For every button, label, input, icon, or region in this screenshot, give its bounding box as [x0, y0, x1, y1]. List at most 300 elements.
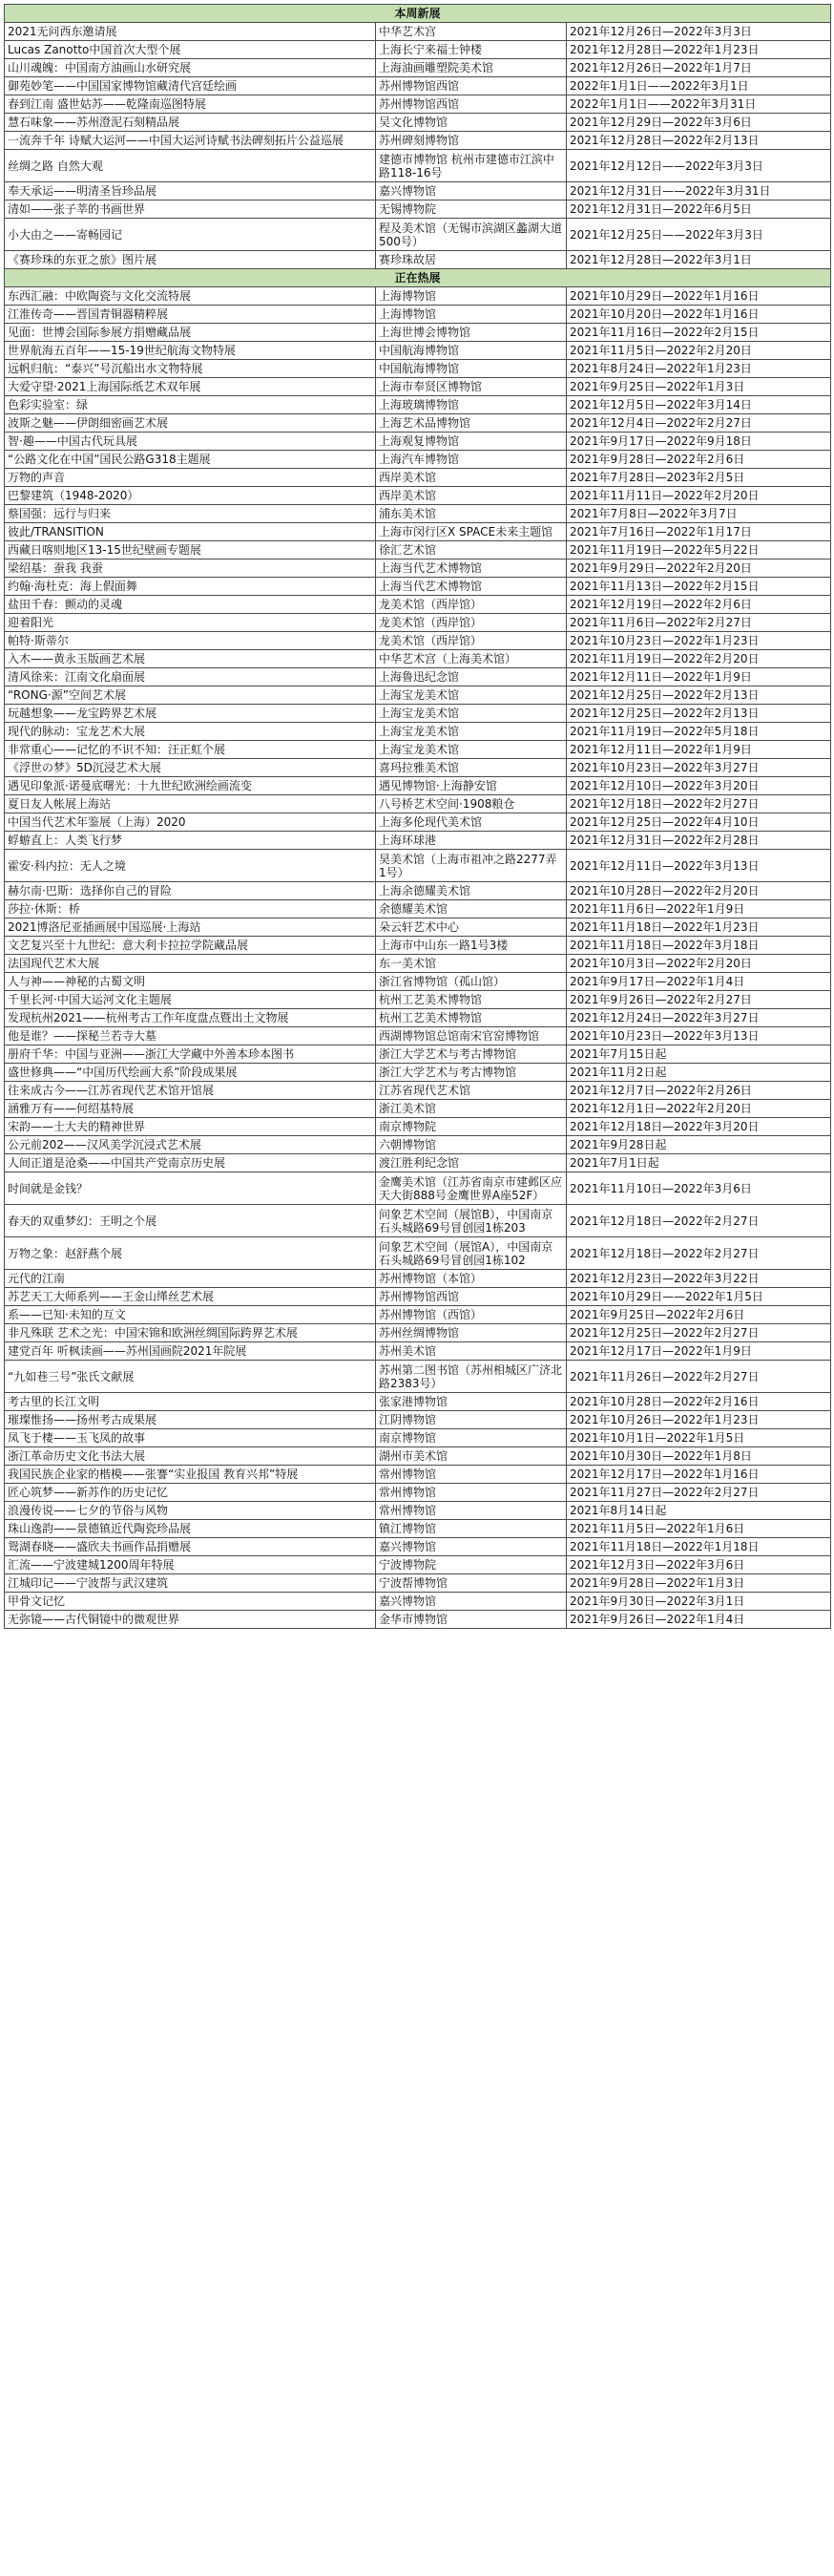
- table-row: [5, 614, 831, 632]
- date-range-cell: 2021年11月5日—2022年2月20日: [567, 342, 831, 360]
- table-row: [5, 150, 831, 182]
- exhibition-name-cell: 浙江革命历史文化书法大展: [5, 1447, 376, 1466]
- table-row: [5, 632, 831, 650]
- table-row: [5, 813, 831, 832]
- table-row: [5, 342, 831, 360]
- exhibition-name-cell: 清风徐来：江南文化扇面展: [5, 668, 376, 686]
- venue-cell: 浦东美术馆: [376, 505, 567, 523]
- exhibition-name-cell: 春到江南 盛世姑苏——乾隆南巡图特展: [5, 95, 376, 114]
- table-row: [5, 95, 831, 114]
- venue-cell: 上海当代艺术博物馆: [376, 560, 567, 578]
- exhibition-name-cell: 万物之象：赵舒燕个展: [5, 1237, 376, 1270]
- exhibition-name-cell: 人与神——神秘的古蜀文明: [5, 973, 376, 991]
- table-row: [5, 1237, 831, 1270]
- venue-cell: 龙美术馆（西岸馆）: [376, 596, 567, 614]
- date-range-cell: 2021年9月17日—2022年9月18日: [567, 433, 831, 451]
- table-row: [5, 201, 831, 219]
- exhibition-name-cell: 霍安·科内拉：无人之境: [5, 850, 376, 882]
- table-row: [5, 1520, 831, 1538]
- date-range-cell: 2021年11月5日—2022年1月6日: [567, 1520, 831, 1538]
- table-row: [5, 1288, 831, 1306]
- venue-cell: 浙江美术馆: [376, 1100, 567, 1118]
- table-row: [5, 287, 831, 306]
- table-row: [5, 650, 831, 668]
- table-row: [5, 132, 831, 150]
- exhibition-name-cell: 册府千华：中国与亚洲——浙江大学藏中外善本珍本图书: [5, 1045, 376, 1064]
- date-range-cell: 2021年12月5日—2022年3月14日: [567, 396, 831, 414]
- exhibition-name-cell: 璀璨惟扬——扬州考古成果展: [5, 1411, 376, 1429]
- date-range-cell: 2021年7月1日起: [567, 1154, 831, 1172]
- exhibition-name-cell: 法国现代艺术大展: [5, 955, 376, 973]
- table-row: [5, 918, 831, 937]
- date-range-cell: 2021年10月23日—2022年3月13日: [567, 1027, 831, 1045]
- venue-cell: 苏州博物馆西馆: [376, 1288, 567, 1306]
- exhibition-name-cell: 《赛珍珠的东亚之旅》图片展: [5, 251, 376, 269]
- table-row: [5, 414, 831, 433]
- date-range-cell: 2021年12月31日—2022年2月28日: [567, 832, 831, 850]
- venue-cell: 苏州博物馆西馆: [376, 77, 567, 95]
- date-range-cell: 2021年7月16日—2022年1月17日: [567, 523, 831, 541]
- date-range-cell: 2021年12月3日—2022年3月6日: [567, 1556, 831, 1574]
- venue-cell: 嘉兴博物馆: [376, 1538, 567, 1556]
- exhibition-name-cell: 蔡国强：远行与归来: [5, 505, 376, 523]
- date-range-cell: 2021年9月25日—2022年2月6日: [567, 1306, 831, 1324]
- venue-cell: 常州博物馆: [376, 1484, 567, 1502]
- exhibition-name-cell: 约翰·海杜克：海上假面舞: [5, 578, 376, 596]
- exhibition-name-cell: 中国当代艺术年鉴展（上海）2020: [5, 813, 376, 832]
- table-row: [5, 324, 831, 342]
- venue-cell: 上海观复博物馆: [376, 433, 567, 451]
- table-row: [5, 1502, 831, 1520]
- exhibition-name-cell: 清如——张子莘的书画世界: [5, 201, 376, 219]
- venue-cell: 上海市奉贤区博物馆: [376, 378, 567, 396]
- date-range-cell: 2021年11月13日—2022年2月15日: [567, 578, 831, 596]
- date-range-cell: 2021年10月30日—2022年1月8日: [567, 1447, 831, 1466]
- table-row: [5, 41, 831, 59]
- venue-cell: 上海世博会博物馆: [376, 324, 567, 342]
- venue-cell: 上海当代艺术博物馆: [376, 578, 567, 596]
- venue-cell: 遇见博物馆·上海静安馆: [376, 777, 567, 795]
- exhibition-name-cell: 山川魂魄：中国南方油画山水研究展: [5, 59, 376, 77]
- venue-cell: 苏州博物馆西馆: [376, 95, 567, 114]
- date-range-cell: 2021年12月18日—2022年2月27日: [567, 795, 831, 813]
- section-header: 正在热展: [5, 269, 831, 287]
- venue-cell: 宁波博物院: [376, 1556, 567, 1574]
- date-range-cell: 2021年12月26日—2022年1月7日: [567, 59, 831, 77]
- table-row: [5, 795, 831, 813]
- date-range-cell: 2021年11月19日—2022年5月18日: [567, 723, 831, 741]
- exhibition-name-cell: 大爱守望·2021上海国际纸艺术双年展: [5, 378, 376, 396]
- venue-cell: 上海市中山东一路1号3楼: [376, 937, 567, 955]
- date-range-cell: 2021年12月12日——2022年3月3日: [567, 150, 831, 182]
- date-range-cell: 2021年9月17日—2022年1月4日: [567, 973, 831, 991]
- date-range-cell: 2021年10月23日—2022年3月27日: [567, 759, 831, 777]
- exhibition-name-cell: 丝绸之路 自然大观: [5, 150, 376, 182]
- table-row: [5, 23, 831, 41]
- venue-cell: 上海鲁迅纪念馆: [376, 668, 567, 686]
- venue-cell: 苏州碑刻博物馆: [376, 132, 567, 150]
- venue-cell: 余德耀美术馆: [376, 900, 567, 918]
- table-row: [5, 306, 831, 324]
- exhibition-name-cell: 往来成古今——江苏省现代艺术馆开馆展: [5, 1082, 376, 1100]
- exhibition-name-cell: 千里长河·中国大运河文化主题展: [5, 991, 376, 1009]
- venue-cell: 渡江胜利纪念馆: [376, 1154, 567, 1172]
- venue-cell: 徐汇艺术馆: [376, 541, 567, 560]
- table-row: [5, 1447, 831, 1466]
- table-row: [5, 973, 831, 991]
- table-row: [5, 1154, 831, 1172]
- date-range-cell: 2021年12月18日—2022年3月20日: [567, 1118, 831, 1136]
- venue-cell: 嘉兴博物馆: [376, 182, 567, 201]
- exhibition-name-cell: 春天的双重梦幻：王明之个展: [5, 1205, 376, 1237]
- exhibition-name-cell: 远帆归航：“泰兴”号沉船出水文物特展: [5, 360, 376, 378]
- venue-cell: 湖州市美术馆: [376, 1447, 567, 1466]
- table-row: [5, 937, 831, 955]
- date-range-cell: 2021年10月1日—2022年1月5日: [567, 1429, 831, 1447]
- exhibition-name-cell: 非凡殊联 艺术之光：中国宋锦和欧洲丝绸国际跨界艺术展: [5, 1324, 376, 1342]
- venue-cell: 常州博物馆: [376, 1502, 567, 1520]
- table-row: [5, 1306, 831, 1324]
- table-row: [5, 723, 831, 741]
- venue-cell: 杭州工艺美术博物馆: [376, 991, 567, 1009]
- exhibition-name-cell: 波斯之魅——伊朗细密画艺术展: [5, 414, 376, 433]
- venue-cell: 上海博物馆: [376, 287, 567, 306]
- date-range-cell: 2021年11月10日—2022年3月6日: [567, 1172, 831, 1205]
- venue-cell: 浙江大学艺术与考古博物馆: [376, 1045, 567, 1064]
- table-row: [5, 1556, 831, 1574]
- table-row: [5, 686, 831, 705]
- exhibition-name-cell: 入木——黄永玉版画艺术展: [5, 650, 376, 668]
- table-row: [5, 1593, 831, 1611]
- exhibition-name-cell: 非常重心——记忆的不识不知：汪正虹个展: [5, 741, 376, 759]
- exhibition-name-cell: Lucas Zanotto中国首次大型个展: [5, 41, 376, 59]
- date-range-cell: 2021年11月6日—2022年1月9日: [567, 900, 831, 918]
- table-row: [5, 541, 831, 560]
- exhibition-name-cell: 浪漫传说——七夕的节俗与风物: [5, 1502, 376, 1520]
- venue-cell: 东一美术馆: [376, 955, 567, 973]
- table-row: [5, 1172, 831, 1205]
- venue-cell: 无锡博物院: [376, 201, 567, 219]
- exhibition-name-cell: 遇见印象派·诺曼底曙光：十九世纪欧洲绘画流变: [5, 777, 376, 795]
- venue-cell: 上海宝龙美术馆: [376, 741, 567, 759]
- date-range-cell: 2021年12月11日—2022年1月9日: [567, 741, 831, 759]
- date-range-cell: 2021年12月11日—2022年3月13日: [567, 850, 831, 882]
- venue-cell: 江苏省现代艺术馆: [376, 1082, 567, 1100]
- venue-cell: 中国航海博物馆: [376, 342, 567, 360]
- exhibition-name-cell: 现代的脉动：宝龙艺术大展: [5, 723, 376, 741]
- exhibition-name-cell: 《浮世の梦》5D沉浸艺术大展: [5, 759, 376, 777]
- table-row: [5, 77, 831, 95]
- venue-cell: 上海长宁来福士钟楼: [376, 41, 567, 59]
- table-row: [5, 219, 831, 251]
- exhibition-name-cell: 2021博洛尼亚插画展中国巡展·上海站: [5, 918, 376, 937]
- table-row: [5, 1064, 831, 1082]
- table-row: [5, 560, 831, 578]
- exhibition-name-cell: 色彩实验室：绿: [5, 396, 376, 414]
- exhibition-name-cell: “公路文化在中国”国民公路G318主题展: [5, 451, 376, 469]
- date-range-cell: 2021年9月25日—2022年1月3日: [567, 378, 831, 396]
- exhibition-name-cell: 盛世修典——“中国历代绘画大系”阶段成果展: [5, 1064, 376, 1082]
- date-range-cell: 2021年11月19日—2022年5月22日: [567, 541, 831, 560]
- venue-cell: 金华市博物馆: [376, 1611, 567, 1629]
- table-row: [5, 850, 831, 882]
- table-row: [5, 578, 831, 596]
- exhibition-name-cell: 鸳湖春晓——盛欣夫书画作品捐赠展: [5, 1538, 376, 1556]
- table-row: [5, 832, 831, 850]
- table-row: [5, 1082, 831, 1100]
- date-range-cell: 2021年7月15日起: [567, 1045, 831, 1064]
- exhibition-name-cell: 系——已知·未知的互文: [5, 1306, 376, 1324]
- exhibition-name-cell: 元代的江南: [5, 1270, 376, 1288]
- venue-cell: 赛珍珠故居: [376, 251, 567, 269]
- exhibition-name-cell: 彼此/TRANSITION: [5, 523, 376, 541]
- venue-cell: 浙江大学艺术与考古博物馆: [376, 1064, 567, 1082]
- venue-cell: 杭州工艺美术博物馆: [376, 1009, 567, 1027]
- venue-cell: 金鹰美术馆（江苏省南京市建邺区应天大街888号金鹰世界A座52F）: [376, 1172, 567, 1205]
- table-row: [5, 1027, 831, 1045]
- exhibition-name-cell: 2021无问西东邀请展: [5, 23, 376, 41]
- exhibition-name-cell: 赫尔南·巴斯：选择你自己的冒险: [5, 882, 376, 900]
- date-range-cell: 2021年12月17日—2022年1月16日: [567, 1466, 831, 1484]
- date-range-cell: 2021年12月1日—2022年2月20日: [567, 1100, 831, 1118]
- exhibition-name-cell: 蜉蝣直上：人类飞行梦: [5, 832, 376, 850]
- venue-cell: 上海市闵行区X SPACE未来主题馆: [376, 523, 567, 541]
- exhibition-name-cell: 迎着阳光: [5, 614, 376, 632]
- date-range-cell: 2021年11月19日—2022年2月20日: [567, 650, 831, 668]
- date-range-cell: 2021年10月26日—2022年1月23日: [567, 1411, 831, 1429]
- date-range-cell: 2021年11月27日—2022年2月27日: [567, 1484, 831, 1502]
- table-row: [5, 251, 831, 269]
- date-range-cell: 2021年12月25日——2022年3月3日: [567, 219, 831, 251]
- venue-cell: 西岸美术馆: [376, 469, 567, 487]
- date-range-cell: 2021年12月4日—2022年2月27日: [567, 414, 831, 433]
- table-row: [5, 360, 831, 378]
- date-range-cell: 2021年12月18日—2022年2月27日: [567, 1205, 831, 1237]
- venue-cell: 上海环球港: [376, 832, 567, 850]
- table-row: [5, 596, 831, 614]
- venue-cell: 苏州博物馆（本馆）: [376, 1270, 567, 1288]
- table-row: [5, 777, 831, 795]
- date-range-cell: 2021年7月28日—2023年2月5日: [567, 469, 831, 487]
- date-range-cell: 2021年9月30日—2022年3月1日: [567, 1593, 831, 1611]
- venue-cell: 上海博物馆: [376, 306, 567, 324]
- date-range-cell: 2021年9月28日—2022年1月3日: [567, 1574, 831, 1593]
- date-range-cell: 2021年9月29日—2022年2月20日: [567, 560, 831, 578]
- date-range-cell: 2021年12月31日——2022年3月31日: [567, 182, 831, 201]
- exhibition-name-cell: 帕特·斯蒂尔: [5, 632, 376, 650]
- table-row: [5, 1324, 831, 1342]
- venue-cell: 嘉兴博物馆: [376, 1593, 567, 1611]
- date-range-cell: 2021年10月20日—2022年1月16日: [567, 306, 831, 324]
- date-range-cell: 2021年11月26日—2022年2月27日: [567, 1361, 831, 1393]
- date-range-cell: 2021年12月23日—2022年3月22日: [567, 1270, 831, 1288]
- venue-cell: 上海艺术品博物馆: [376, 414, 567, 433]
- table-row: [5, 759, 831, 777]
- date-range-cell: 2021年12月26日—2022年3月3日: [567, 23, 831, 41]
- section-header: 本周新展: [5, 5, 831, 23]
- exhibition-name-cell: 东西汇融：中欧陶瓷与文化交流特展: [5, 287, 376, 306]
- exhibition-name-cell: 夏日友人帐展上海站: [5, 795, 376, 813]
- exhibition-name-cell: “九如巷三号”张氏文献展: [5, 1361, 376, 1393]
- exhibition-name-cell: 宋韵——士大夫的精神世界: [5, 1118, 376, 1136]
- exhibition-name-cell: “RONG·源”空间艺术展: [5, 686, 376, 705]
- exhibition-name-cell: 人间正道是沧桑——中国共产党南京历史展: [5, 1154, 376, 1172]
- exhibition-name-cell: 玩越想象——龙宝跨界艺术展: [5, 705, 376, 723]
- venue-cell: 苏州博物馆（西馆）: [376, 1306, 567, 1324]
- exhibition-name-cell: 匠心筑梦——新苏作的历史记忆: [5, 1484, 376, 1502]
- table-row: [5, 1411, 831, 1429]
- table-row: [5, 433, 831, 451]
- table-row: [5, 1361, 831, 1393]
- date-range-cell: 2021年10月29日——2022年1月5日: [567, 1288, 831, 1306]
- table-row: [5, 1611, 831, 1629]
- venue-cell: 八号桥艺术空间·1908粮仓: [376, 795, 567, 813]
- venue-cell: 六朝博物馆: [376, 1136, 567, 1154]
- table-row: [5, 1045, 831, 1064]
- venue-cell: 宁波帮博物馆: [376, 1574, 567, 1593]
- date-range-cell: 2021年11月6日—2022年2月27日: [567, 614, 831, 632]
- venue-cell: 问象艺术空间（展馆A），中国南京石头城路69号冒创园1栋102: [376, 1237, 567, 1270]
- table-row: [5, 1270, 831, 1288]
- venue-cell: 上海油画雕塑院美术馆: [376, 59, 567, 77]
- date-range-cell: 2021年11月18日—2022年1月23日: [567, 918, 831, 937]
- date-range-cell: 2022年1月1日——2022年3月1日: [567, 77, 831, 95]
- date-range-cell: 2021年11月11日—2022年2月20日: [567, 487, 831, 505]
- section-header-row: [5, 5, 831, 23]
- date-range-cell: 2021年9月28日—2022年2月6日: [567, 451, 831, 469]
- table-row: [5, 668, 831, 686]
- date-range-cell: 2021年9月26日—2022年2月27日: [567, 991, 831, 1009]
- table-row: [5, 741, 831, 759]
- date-range-cell: 2021年11月18日—2022年1月18日: [567, 1538, 831, 1556]
- table-row: [5, 705, 831, 723]
- venue-cell: 江阴博物馆: [376, 1411, 567, 1429]
- exhibition-name-cell: 江城印记——宁波帮与武汉建筑: [5, 1574, 376, 1593]
- exhibition-name-cell: 凤飞于棲——玉飞凤的故事: [5, 1429, 376, 1447]
- date-range-cell: 2021年9月28日起: [567, 1136, 831, 1154]
- date-range-cell: 2021年12月29日—2022年3月6日: [567, 114, 831, 132]
- venue-cell: 上海汽车博物馆: [376, 451, 567, 469]
- table-row: [5, 505, 831, 523]
- date-range-cell: 2021年10月29日—2022年1月16日: [567, 287, 831, 306]
- table-row: [5, 1100, 831, 1118]
- date-range-cell: 2021年10月28日—2022年2月20日: [567, 882, 831, 900]
- venue-cell: 上海宝龙美术馆: [376, 705, 567, 723]
- date-range-cell: 2022年1月1日——2022年3月31日: [567, 95, 831, 114]
- date-range-cell: 2021年12月10日—2022年3月20日: [567, 777, 831, 795]
- table-row: [5, 487, 831, 505]
- date-range-cell: 2021年12月7日—2022年2月26日: [567, 1082, 831, 1100]
- table-row: [5, 523, 831, 541]
- exhibition-name-cell: 珠山逸韵——景德镇近代陶瓷珍品展: [5, 1520, 376, 1538]
- exhibition-table-body: [5, 5, 831, 1629]
- venue-cell: 龙美术馆（西岸馆）: [376, 632, 567, 650]
- date-range-cell: 2021年12月11日—2022年1月9日: [567, 668, 831, 686]
- date-range-cell: 2021年11月16日—2022年2月15日: [567, 324, 831, 342]
- table-row: [5, 451, 831, 469]
- exhibition-table: [4, 4, 831, 1629]
- table-row: [5, 114, 831, 132]
- table-row: [5, 1205, 831, 1237]
- date-range-cell: 2021年7月8日—2022年3月7日: [567, 505, 831, 523]
- table-row: [5, 882, 831, 900]
- table-row: [5, 1484, 831, 1502]
- venue-cell: 浙江省博物馆（孤山馆）: [376, 973, 567, 991]
- table-row: [5, 955, 831, 973]
- date-range-cell: 2021年8月14日起: [567, 1502, 831, 1520]
- date-range-cell: 2021年12月25日—2022年2月13日: [567, 686, 831, 705]
- date-range-cell: 2021年12月31日—2022年6月5日: [567, 201, 831, 219]
- exhibition-name-cell: 世界航海五百年——15-19世纪航海文物特展: [5, 342, 376, 360]
- exhibition-name-cell: 我国民族企业家的楷模——张謇“实业报国 教育兴邦”特展: [5, 1466, 376, 1484]
- venue-cell: 朵云轩艺术中心: [376, 918, 567, 937]
- exhibition-name-cell: 江淮传奇——晋国青铜器精粹展: [5, 306, 376, 324]
- venue-cell: 上海余德耀美术馆: [376, 882, 567, 900]
- exhibition-name-cell: 涵雅万有——何绍基特展: [5, 1100, 376, 1118]
- exhibition-name-cell: 奉天承运——明清圣旨珍品展: [5, 182, 376, 201]
- exhibition-name-cell: 西藏日喀则地区13-15世纪壁画专题展: [5, 541, 376, 560]
- section-header-row: [5, 269, 831, 287]
- date-range-cell: 2021年12月28日—2022年2月13日: [567, 132, 831, 150]
- date-range-cell: 2021年12月18日—2022年2月27日: [567, 1237, 831, 1270]
- venue-cell: 建德市博物馆 杭州市建德市江滨中路118-16号: [376, 150, 567, 182]
- date-range-cell: 2021年12月28日—2022年1月23日: [567, 41, 831, 59]
- table-row: [5, 59, 831, 77]
- table-row: [5, 182, 831, 201]
- exhibition-name-cell: 小大由之——寄畅园记: [5, 219, 376, 251]
- date-range-cell: 2021年10月28日—2022年2月16日: [567, 1393, 831, 1411]
- date-range-cell: 2021年10月3日—2022年2月20日: [567, 955, 831, 973]
- date-range-cell: 2021年11月2日起: [567, 1064, 831, 1082]
- venue-cell: 镇江博物馆: [376, 1520, 567, 1538]
- exhibition-name-cell: 万物的声音: [5, 469, 376, 487]
- exhibition-name-cell: 见面：世博会国际参展方捐赠藏品展: [5, 324, 376, 342]
- venue-cell: 西岸美术馆: [376, 487, 567, 505]
- venue-cell: 苏州丝绸博物馆: [376, 1324, 567, 1342]
- date-range-cell: 2021年12月25日—2022年2月13日: [567, 705, 831, 723]
- table-row: [5, 1009, 831, 1027]
- table-row: [5, 396, 831, 414]
- venue-cell: 问象艺术空间（展馆B），中国南京石头城路69号冒创园1栋203: [376, 1205, 567, 1237]
- date-range-cell: 2021年8月24日—2022年1月23日: [567, 360, 831, 378]
- exhibition-name-cell: 巴黎建筑（1948-2020）: [5, 487, 376, 505]
- exhibition-name-cell: 无弥镜——古代铜镜中的微观世界: [5, 1611, 376, 1629]
- venue-cell: 喜玛拉雅美术馆: [376, 759, 567, 777]
- venue-cell: 苏州第二图书馆（苏州相城区广济北路2383号）: [376, 1361, 567, 1393]
- venue-cell: 中华艺术宫: [376, 23, 567, 41]
- exhibition-name-cell: 盐田千春：颤动的灵魂: [5, 596, 376, 614]
- venue-cell: 苏州美术馆: [376, 1342, 567, 1361]
- date-range-cell: 2021年9月26日—2022年1月4日: [567, 1611, 831, 1629]
- table-row: [5, 900, 831, 918]
- venue-cell: 常州博物馆: [376, 1466, 567, 1484]
- table-row: [5, 1574, 831, 1593]
- exhibition-name-cell: 智·趣——中国古代玩具展: [5, 433, 376, 451]
- venue-cell: 吴文化博物馆: [376, 114, 567, 132]
- venue-cell: 南京博物馆: [376, 1429, 567, 1447]
- date-range-cell: 2021年12月25日—2022年4月10日: [567, 813, 831, 832]
- table-row: [5, 991, 831, 1009]
- table-row: [5, 1466, 831, 1484]
- exhibition-name-cell: 一流奔千年 诗赋大运河——中国大运河诗赋书法碑刻拓片公益巡展: [5, 132, 376, 150]
- table-row: [5, 1342, 831, 1361]
- table-row: [5, 469, 831, 487]
- exhibition-name-cell: 他是谁？——探秘兰若寺大墓: [5, 1027, 376, 1045]
- exhibition-name-cell: 苏艺天工大师系列——王金山缂丝艺术展: [5, 1288, 376, 1306]
- exhibition-name-cell: 发现杭州2021——杭州考古工作年度盘点暨出土文物展: [5, 1009, 376, 1027]
- venue-cell: 西湖博物馆总馆南宋官窑博物馆: [376, 1027, 567, 1045]
- venue-cell: 上海玻璃博物馆: [376, 396, 567, 414]
